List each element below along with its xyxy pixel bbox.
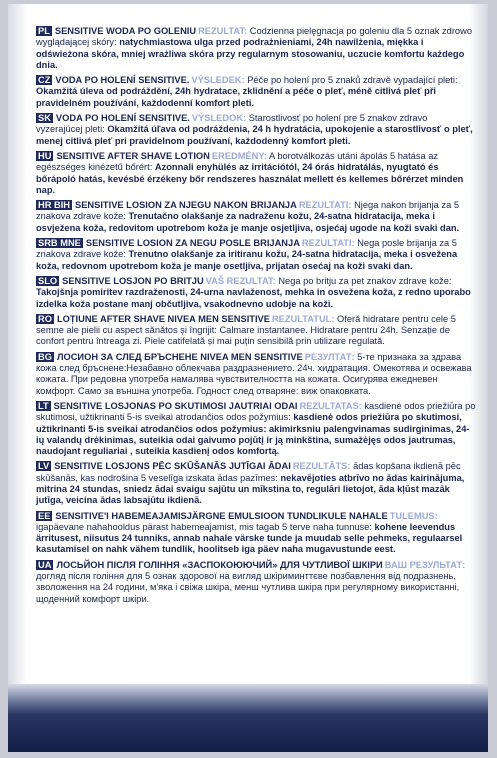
section-text: igapäevane nahahooldus pärast habemeajamist, mis tagab 5 terve naha tunnuse: bbox=[36, 521, 375, 532]
section-text: 5-те признака за здрава кожа след бръснене:Незабавно облекчава раздразнението. 24ч. хидратация. Омекотява и освежава кожата. При редовна употреба намалява чувствителността на кожата. Осигурява ежедневен комфорт. Само за външна употреба. Годност след отваряне: виж опаковката. bbox=[36, 351, 472, 396]
section-title: LOȚIUNE AFTER SHAVE NIVEA MEN SENSITIVE bbox=[56, 313, 270, 324]
section-bg bbox=[36, 352, 476, 397]
section-text-bold: Trenutačno olakšanje za nadraženu kožu, 24-satna hidratacija, meka i osvježena koža, redovitom upotrebom koža je manje osjetljiva, osjećaj ugode na koži svaki dan. bbox=[36, 211, 460, 233]
language-code-badge: BG bbox=[38, 351, 52, 362]
section-pl bbox=[36, 26, 476, 71]
bottom-navy-band bbox=[8, 684, 488, 752]
section-title: SENSITIVE LOSION ZA NEGU POSLE BRIJANJA bbox=[85, 238, 300, 249]
section-text: Nega posle brijanja za 5 znakova zdrave kože: bbox=[36, 238, 457, 260]
result-label: VÝSLEDEK: bbox=[191, 75, 245, 86]
section-title: SENSITIVE LOSJONAS PO SKUTIMOSI JAUTRIAI ODAI bbox=[53, 400, 298, 411]
section-text: Starostlivosť po holení pre 5 znakov zdravo vyzerajúcej pleti: bbox=[36, 113, 428, 135]
section-text-bold: Okamžitá úleva od podráždění, 24h hydratace, zklidnění a péče o pleť, méně citlivá pleť při pravidelném používání, každodenní komfort pleti. bbox=[36, 86, 437, 108]
section-title: SENSITIVE WODA PO GOLENIU bbox=[54, 26, 197, 36]
section-text-bold: natychmiastowa ulga przed podrażnieniami, 24h nawilżenia, miękka i odświeżona skóra, mniej wrażliwa skóra przy regularnym stosowaniu, uczucie komfortu każdego dnia. bbox=[36, 37, 465, 70]
section-text-bold: Azonnali enyhülés az irritációtól, 24 órás hidratálás, nyugtató és bőrápoló hatás, kevésbé érzékeny bőr rendszeres használat mellett és kellemes bőrérzet minden nap. bbox=[36, 162, 464, 195]
language-code-badge: SRB MNE bbox=[38, 238, 81, 249]
result-label: REZULTAT: bbox=[198, 26, 248, 36]
section-title: SENSITIVE LOSJON PO BRITJU bbox=[62, 275, 204, 286]
result-label: REZULTATI: bbox=[301, 238, 355, 249]
result-label: REZULTATAS: bbox=[299, 400, 362, 411]
result-label: РЕЗУЛТАТ: bbox=[304, 351, 355, 362]
section-srb-mne bbox=[36, 238, 476, 272]
language-code-badge: PL bbox=[38, 26, 50, 36]
section-sk bbox=[36, 113, 476, 147]
section-text: Nega po britju za pet znakov zdrave kože: bbox=[278, 275, 452, 286]
section-lt bbox=[36, 401, 476, 457]
language-code-badge: SLO bbox=[38, 275, 58, 286]
section-text: Codzienna pielęgnacja po goleniu dla 5 oznak zdrowo wyglądającej skóry: bbox=[36, 26, 472, 48]
language-code-badge: EE bbox=[38, 510, 51, 521]
language-code-badge: RO bbox=[38, 313, 52, 324]
section-text: A borotválkozás utáni ápolás 5 hatása az egészséges kinézetű bőrért: bbox=[36, 150, 439, 173]
section-slo bbox=[36, 276, 476, 310]
text-content bbox=[36, 26, 476, 609]
section-text-bold: kohene leevendus ärritusest, niisutus 24 tunniks, annab nahale värske tunde ja muudab selle pehmeks, regulaarsel kasutamisel on nahk vähem tundlik, hoolitseb iga päev naha mugavustunde eest. bbox=[36, 521, 463, 555]
language-code-badge: LT bbox=[38, 400, 49, 411]
section-text-bold: kasdienė odos priežiūra po skutimosi, užtikrinanti 5-is sveikai atrodančios odos požymius: akimirksniu palengvinamas sudirginimas, 24-ių valandų drėkinimas, suteikia odai gaivumo pojūtį ir ją minkština, sumažėjęs odos jautrumas, naudojant reguliariai , suteikia kasdienį odos komfortą. bbox=[36, 412, 470, 457]
section-text: Njega nakon brijanja za 5 znakova zdrave kože: bbox=[36, 200, 459, 222]
result-label: REZULTATUL: bbox=[271, 313, 335, 324]
language-code-badge: CZ bbox=[38, 75, 51, 86]
label-sheet bbox=[8, 4, 488, 752]
language-code-badge: HR BIH bbox=[38, 200, 71, 211]
section-text-bold: Trenutno olakšanje za iritiranu kožu, 24-satna hidratacija, meka i osvežena koža, redovnom upotrebom koža je manje osetljiva, prijatan osećaj na koži svaki dan. bbox=[36, 249, 458, 271]
section-hu bbox=[36, 151, 476, 196]
section-title: VODA PO HOLENÍ SENSITIVE. bbox=[55, 113, 190, 124]
result-label: TULEMUS: bbox=[389, 510, 438, 521]
result-label: VAŠ REZULTAT: bbox=[205, 275, 276, 286]
language-code-badge: LV bbox=[38, 461, 50, 472]
result-label: REZULTATI: bbox=[298, 200, 352, 211]
section-ua bbox=[36, 560, 476, 605]
section-ro bbox=[36, 314, 476, 348]
section-title: ЛОСЬЙОН ПІСЛЯ ГОЛІННЯ «ЗАСПОКОЮЮЧИЙ» ДЛЯ ЧУТЛИВОЇ ШКІРИ bbox=[56, 559, 383, 570]
section-text: ādas kopšana ikdienā pēc skūšanās, kas nodrošina 5 veselīga izskata ādas pazīmes: bbox=[36, 461, 461, 483]
section-text: kasdienė odos priežiūra po skutimosi, užtikrinanti 5-is sveikai atrodančios odos požymius: bbox=[36, 400, 476, 423]
result-label: VÝSLEDOK: bbox=[191, 113, 247, 124]
section-title: ЛОСИОН ЗА СЛЕД БРЪСНЕНЕ NIVEA MEN SENSITIVE bbox=[56, 351, 303, 362]
section-title: SENSITIVE LOSJONS PĒC SKŪŠANĀS JUTĪGAI ĀDAI bbox=[54, 461, 291, 472]
section-text-bold: Takojšnja pomiritev razdraženosti, 24-urna navlaženost, mehka in osvežena koža, z redno uporabo izdelka koža postane manj občutljiva, vsakodnevno udobje na koži. bbox=[36, 287, 471, 309]
section-title: VODA PO HOLENÍ SENSITIVE. bbox=[55, 75, 190, 86]
section-lv bbox=[36, 461, 476, 506]
result-label: ВАШ РЕЗУЛЬТАТ: bbox=[384, 559, 466, 570]
section-ee bbox=[36, 511, 476, 556]
result-label: EREDMÉNY: bbox=[211, 150, 267, 161]
language-code-badge: SK bbox=[38, 113, 51, 124]
section-title: SENSITIVE AFTER SHAVE LOTION bbox=[56, 150, 210, 161]
section-text-bold: Okamžitá úľava od podráždenia, 24 h hydratácia, upokojenie a starostlivosť o pleť, menej citlivá pleť pri pravidelnom používaní, každodenný komfort pleti. bbox=[36, 124, 473, 146]
language-code-badge: UA bbox=[38, 559, 52, 570]
section-title: SENSITIVE LOSION ZA NJEGU NAKON BRIJANJA bbox=[75, 200, 297, 211]
section-title: SENSITIVE'I HABEMEAJAMISJÄRGNE EMULSIOON TUNDLIKULE NAHALE bbox=[55, 510, 388, 521]
section-hr-bih bbox=[36, 200, 476, 234]
section-text: догляд після гоління для 5 ознак здорової на вигляд шкіриминттєве позбавлення від подразнень, зволоження на 24 години, м'яка і свіжа шкіра, менш чутлива шкіра при регулярному використанні, щоденний комфорт шкіри. bbox=[36, 571, 460, 604]
section-text-bold: nekavējoties atbrīvo no ādas kairinājuma, mitrina 24 stundas, sniedz ādai svaigu sajūtu un mīkstina to, regulāri lietojot, āda kļūst mazāk jutīga, veicina ādas labsajūtu ikdienā. bbox=[36, 472, 465, 506]
section-cz bbox=[36, 75, 476, 109]
result-label: REZULTĀTS: bbox=[292, 461, 351, 472]
section-text: Péče po holení pro 5 znaků zdravě vypadající pleti: bbox=[247, 75, 458, 86]
language-code-badge: HU bbox=[38, 150, 52, 161]
section-text: Oferă hidratare pentru cele 5 semne ale pielii cu aspect sănătos și îngrijit: Calmare instantanee. Hidratare pentru 24h. Senzație de confort pentru întreaga zi. Piele catifelată și mai puțin sensibilă prin utilizare regulată. bbox=[36, 313, 456, 347]
